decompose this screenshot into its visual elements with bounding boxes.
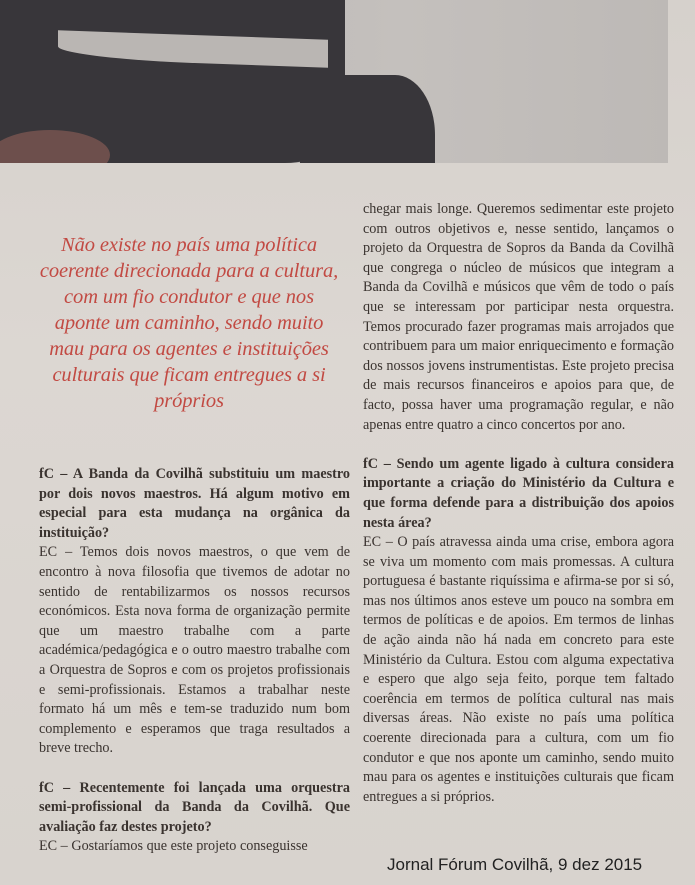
interview-question: fC – A Banda da Covilhã substituiu um maestro por dois novos maestros. Há algum motivo em especial para esta mudança na orgânica da instituição? (39, 466, 350, 541)
interview-question: fC – Recentemente foi lançada uma orquestra semi-profissional da Banda da Covilhã. Que avaliação faz destes projeto? (39, 779, 350, 835)
pull-quote: Não existe no país uma política coerente direcionada para a cultura, com um fio condutor e que nos aponte um caminho, sendo muito mau para os agentes e instituições culturais que ficam entregues a si próprios (39, 234, 339, 412)
photo-dark-region (300, 75, 435, 163)
paragraph-gap (39, 759, 350, 779)
article-photo (0, 0, 668, 163)
paragraph-gap (363, 435, 674, 455)
article-column-left (39, 465, 350, 857)
interview-answer: EC – Gostaríamos que este projeto conseguisse (39, 838, 308, 855)
article-column-right (363, 200, 674, 807)
interview-question: fC – Sendo um agente ligado à cultura considera importante a criação do Ministério da Cultura e que forma defende para a distribuição dos apoios nesta área? (363, 455, 674, 531)
source-caption: Jornal Fórum Covilhã, 9 dez 2015 (387, 855, 643, 874)
interview-answer: EC – Temos dois novos maestros, o que vem de encontro à nova filosofia que tivemos de adotar no sentido de rentabilizarmos os nossos recursos económicos. Esta nova forma de organização permite que um maestro trabalhe com a parte académica/pedagógica e o outro maestro trabalhe com a Orquestra de Sopros e com os projetos profissionais e semi-profissionais. Estamos a trabalhar neste formato há um mês e tem-se traduzido num bom complemento e esperamos que traga resultados a breve trecho. (39, 544, 350, 757)
interview-answer: EC – O país atravessa ainda uma crise, embora agora se viva um momento com mais promessas. A cultura portuguesa é bastante riquíssima e afirma-se por si só, mas nos últimos anos esteve um pouco na sombra em termos de políticas e de apoios. Em termos de linhas de ação ainda não há nada em concreto para este Ministério da Cultura. Estou com alguma expectativa e espero que algo seja feito, porque tem faltado coerência em termos de política cultural nas mais diversas áreas. Não existe no país uma política coerente direcionada para a cultura, com um fio condutor e que nos aponte um caminho, sendo muito mau para os agentes e instituições culturais que ficam entregues a si próprios. (363, 534, 674, 805)
interview-answer: chegar mais longe. Queremos sedimentar este projeto com outros objetivos e, nesse sentido, lançamos o projeto da Orquestra de Sopros da Banda da Covilhã que congrega o núcleo de músicos que integram a Banda da Covilhã e músicos que vêm de todo o país que se interessam por participar nesta orquestra. Temos procurado fazer programas mais arrojados que contribuem para um maior enriquecimento e formação dos nossos jovens instrumentistas. Este projeto precisa de mais recursos financeiros e apoios para que, de facto, possa haver uma programação regular, e não apenas entre quatro a cinco concertos por ano. (363, 201, 674, 433)
